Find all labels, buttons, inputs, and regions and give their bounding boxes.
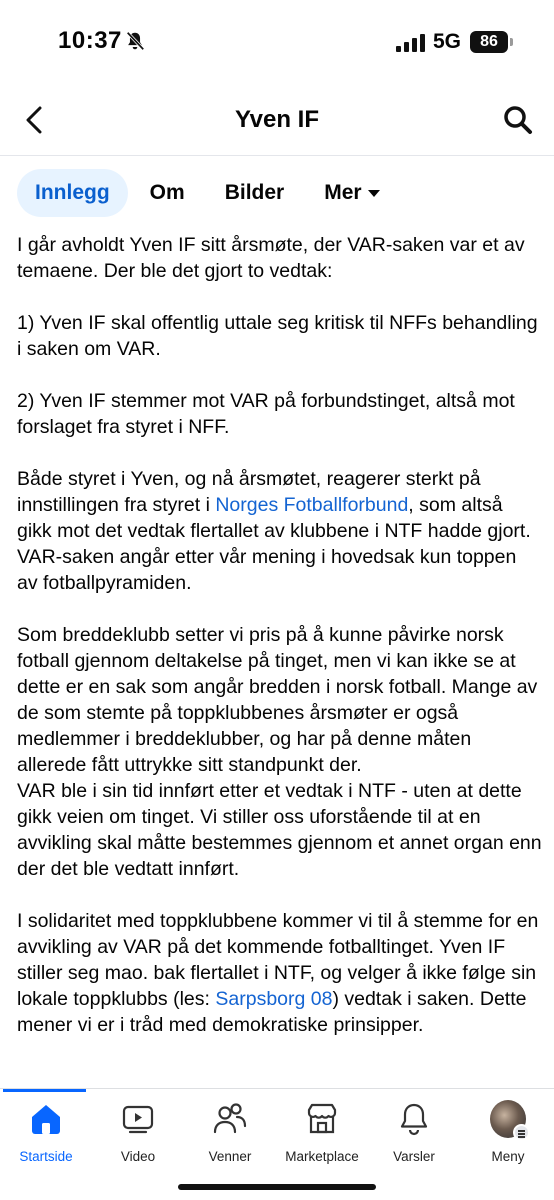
post-text [17, 232, 542, 1064]
profile-tabs [17, 168, 402, 218]
nav-video[interactable] [92, 1101, 184, 1171]
tab-bilder[interactable] [207, 169, 303, 217]
post-paragraph: I går avholdt Yven IF sitt årsmøte, der VAR-saken var et av temaene. Der ble det gjort to vedtak: [17, 234, 525, 282]
active-tab-indicator [3, 1089, 86, 1092]
nav-label: Varsler [393, 1149, 435, 1164]
post-text-segment: , som altså gikk mot det vedtak flertallet av klubbene i NTF hadde gjort. VAR-saken angår etter vår mening i hovedsak kun toppen av fotballpyramiden. [17, 494, 531, 594]
post-text-segment: Både styret i Yven, og nå årsmøtet, reagerer sterkt på innstillingen fra styret i [17, 468, 481, 516]
nav-label: Venner [208, 1149, 252, 1164]
post-paragraph: VAR ble i sin tid innført etter et vedtak i NTF - uten at dette gikk veien om tinget. Vi stiller oss uforstående til at en avvikling skal måtte bestemmes gjennom et annet organ enn der det ble vedtatt innført. [17, 780, 542, 880]
search-button[interactable] [498, 100, 538, 140]
tab-innlegg[interactable] [17, 169, 128, 217]
nav-varsler[interactable] [368, 1101, 460, 1171]
nav-label: Meny [491, 1149, 525, 1164]
nav-header [0, 88, 554, 156]
nav-venner[interactable] [184, 1101, 276, 1171]
nav-label: Startside [19, 1149, 73, 1164]
network-label: 5G [433, 30, 462, 53]
nav-startside[interactable] [0, 1101, 92, 1171]
tab-label: Mer [324, 181, 362, 204]
home-indicator[interactable] [178, 1184, 376, 1190]
mention-link-norges-fotballforbund[interactable]: Norges Fotballforbund [215, 494, 409, 516]
status-time: 10:37 [58, 27, 122, 54]
post-paragraph [17, 466, 542, 596]
avatar [490, 1100, 526, 1138]
caret-down-icon [368, 190, 380, 197]
page-title: Yven IF [234, 106, 320, 133]
post-text-segment: ) vedtak i saken. Dette mener vi er i tråd med demokratiske prinsipper. [17, 988, 527, 1036]
post-paragraph: 2) Yven IF stemmer mot VAR på forbundstinget, altså mot forslaget fra styret i NFF. [17, 390, 515, 438]
tab-om[interactable] [132, 169, 203, 217]
tab-label: Innlegg [35, 181, 110, 204]
tab-label: Om [149, 181, 185, 204]
home-icon [28, 1101, 64, 1137]
nav-label: Marketplace [285, 1149, 359, 1164]
tab-mer[interactable] [306, 169, 397, 217]
avatar-menu-icon [490, 1101, 526, 1137]
tab-label: Bilder [224, 181, 285, 204]
post-paragraph [17, 908, 542, 1038]
post-text-segment: I solidaritet med toppklubbene kommer vi til å stemme for en avvikling av VAR på det kommende fotballtinget. Yven IF stiller seg mao. bak flertallet i NTF, og velger å ikke følge sin lokale toppklubbs (les: [17, 910, 539, 1010]
post-paragraph: Som breddeklubb setter vi pris på å kunne påvirke norsk fotball gjennom deltakelse på tinget, men vi kan ikke se at dette er en sak som angår bredden i norsk fotball. Mange av de som stemte på toppklubbenes årsmøter er også medlemmer i breddeklubber, og har på denne måten allerede fått uttrykke sitt standpunkt der. [17, 624, 538, 776]
battery-tip [510, 38, 513, 46]
status-bar [0, 0, 554, 88]
post-paragraph: 1) Yven IF skal offentlig uttale seg kritisk til NFFs behandling i saken om VAR. [17, 312, 538, 360]
battery-indicator: 86 [470, 31, 508, 53]
marketplace-icon [304, 1101, 340, 1137]
nav-label: Video [120, 1149, 156, 1164]
menu-icon [513, 1124, 530, 1141]
video-icon [120, 1101, 156, 1137]
signal-icon [396, 34, 426, 52]
mention-link-sarpsborg-08[interactable]: Sarpsborg 08 [215, 988, 333, 1010]
bell-icon [396, 1101, 432, 1137]
silent-bell-icon [124, 30, 146, 52]
nav-meny[interactable] [462, 1101, 554, 1171]
friends-icon [212, 1101, 248, 1137]
search-icon [502, 104, 534, 136]
nav-marketplace[interactable] [276, 1101, 368, 1171]
